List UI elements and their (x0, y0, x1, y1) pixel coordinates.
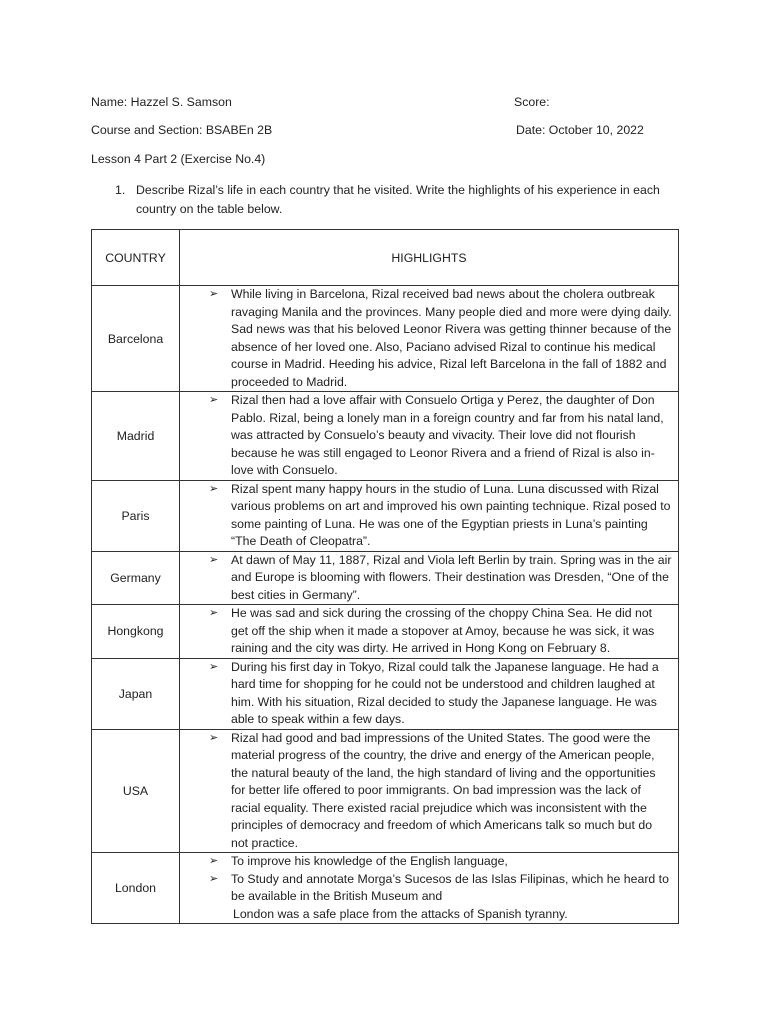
table-row (92, 658, 679, 729)
highlight-bullet (180, 853, 678, 871)
highlight-text: To improve his knowledge of the English language, (231, 854, 508, 868)
table-row (92, 286, 679, 392)
arrow-bullet-icon: ➢ (209, 607, 219, 619)
highlight-bullet (180, 481, 678, 551)
table-row (92, 551, 679, 605)
highlight-continuation: London was a safe place from the attacks of Spanish tyranny. (233, 906, 568, 921)
country-cell: Hongkong (92, 605, 180, 659)
table-row (92, 480, 679, 551)
question-text: Describe Rizal’s life in each country that he visited. Write the highlights of his experience in each country on the table below. (136, 183, 660, 216)
highlight-text: Rizal had good and bad impressions of the United States. The good were the material progress of the country, the drive and energy of the American people, the natural beauty of the land, the high standard of living and the opportunities for better life offered to poor immigrants. On bad impression was the lack of racial equality. There existed racial prejudice which was inconsistent with the principles of democracy and freedom of which Americans talk so much but do not practice. (231, 730, 656, 850)
highlight-bullet (180, 730, 678, 853)
course-section: Course and Section: BSABEn 2B (91, 123, 273, 137)
arrow-bullet-icon: ➢ (209, 731, 219, 744)
highlights-cell (180, 853, 679, 924)
highlights-cell (180, 480, 679, 551)
table-row (92, 392, 679, 481)
highlight-bullet (180, 605, 678, 658)
highlight-text: To Study and annotate Morga’s Sucesos de las Islas Filipinas, which he heard to be available in the British Museum and (231, 871, 669, 903)
highlight-text: Rizal spent many happy hours in the studio of Luna. Luna discussed with Rizal various problems on art and improved his own painting technique. Rizal posed to some painting of Luna. He was one of the Egyptian priests in Luna’s painting “The Death of Cleopatra”. (231, 481, 671, 548)
arrow-bullet-icon: ➢ (209, 288, 219, 300)
country-cell: Germany (92, 551, 180, 605)
highlights-cell (180, 392, 679, 481)
highlight-bullet (180, 871, 678, 906)
highlight-text: He was sad and sick during the crossing of the choppy China Sea. He did not get off the ship when it made a stopover at Amoy, because he was sick, it was raining and the city was dirty. He arrived in Hong Kong on February 8. (231, 606, 655, 655)
country-cell: USA (92, 729, 180, 853)
country-cell: Madrid (92, 392, 180, 481)
highlight-bullet (180, 392, 678, 480)
question-number: 1. (115, 183, 126, 197)
highlight-bullet (180, 659, 678, 729)
arrow-bullet-icon: ➢ (209, 872, 219, 885)
highlights-cell (180, 286, 679, 392)
table-row (92, 853, 679, 924)
highlights-cell (180, 605, 679, 659)
country-cell: Barcelona (92, 286, 180, 392)
highlights-cell (180, 551, 679, 605)
arrow-bullet-icon: ➢ (209, 553, 219, 566)
arrow-bullet-icon: ➢ (209, 394, 219, 406)
highlight-text: During his first day in Tokyo, Rizal could talk the Japanese language. He had a hard time for shopping for he could not be understood and children laughed at him. With his situation, Rizal decided to study the Japanese language. He was able to speak within a few days. (231, 659, 659, 726)
country-column-header: COUNTRY (92, 230, 180, 286)
table-body (92, 286, 679, 924)
score-label: Score: (514, 95, 550, 109)
country-cell: London (92, 853, 180, 924)
highlights-table (91, 229, 679, 924)
date-field: Date: October 10, 2022 (516, 123, 644, 137)
highlights-cell (180, 658, 679, 729)
arrow-bullet-icon: ➢ (209, 660, 219, 673)
highlight-text: At dawn of May 11, 1887, Rizal and Viola left Berlin by train. Spring was in the air and Europe is blooming with flowers. Their destination was Dresden, “One of the best cities in Germany”. (231, 552, 672, 602)
student-name: Name: Hazzel S. Samson (91, 95, 232, 109)
lesson-title: Lesson 4 Part 2 (Exercise No.4) (91, 152, 266, 166)
country-cell: Paris (92, 480, 180, 551)
highlights-cell (180, 729, 679, 853)
table-row (92, 729, 679, 853)
highlight-text: Rizal then had a love affair with Consuelo Ortiga y Perez, the daughter of Don Pablo. Rizal, being a lonely man in a foreign country and far from his natal land, was attracted by Consuelo’s beauty and vivacity. Their love did not flourish because he was still engaged to Leonor Rivera and a friend of Rizal is also in-love with Consuelo. (231, 393, 664, 477)
arrow-bullet-icon: ➢ (209, 855, 219, 867)
highlight-text: While living in Barcelona, Rizal received bad news about the cholera outbreak ravaging Manila and the provinces. Many people died and more were dying daily. Sad news was that his beloved Leonor Rivera was getting thinner because of the absence of her loved one. Also, Paciano advised Rizal to continue his medical course in Madrid. Heeding his advice, Rizal left Barcelona in the fall of 1882 and proceeded to Madrid. (231, 287, 672, 389)
highlights-column-header: HIGHLIGHTS (180, 230, 679, 286)
table-row (92, 605, 679, 659)
highlight-bullet (180, 552, 678, 605)
highlight-bullet (180, 286, 678, 391)
arrow-bullet-icon: ➢ (209, 482, 219, 495)
country-cell: Japan (92, 658, 180, 729)
table-header-row (92, 230, 679, 286)
